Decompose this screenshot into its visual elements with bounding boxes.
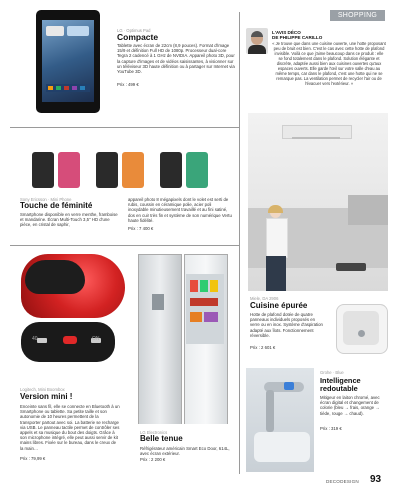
- speaker-display-left: 40: [32, 336, 38, 342]
- fridge-price: Prix : 2 200 €: [140, 457, 166, 462]
- tablet-title: Compacte: [117, 32, 159, 42]
- column-divider-vertical: [239, 12, 240, 474]
- faucet-image: [246, 368, 314, 472]
- speaker-title: Version mini !: [20, 392, 73, 401]
- expert-quote: « Je trouve que dans une cuisine ouverte, une hotte proposant peu de bruit est bien. C'est le cas avec cette hotte de plafond invisible. Voilà ce que j'aime beaucoup dans ce produit : elle se fond totalement dans le plafond. Solution élégante et discrète, adaptée aussi bien aux cuisines ouvertes qu'aux espaces ouverts. Elle garde l'œil sur votre salle d'eau au même temps, car dans le plafond, c'est une hotte qui ne se remarque pas. La ventilation permet de recycler l'air ou de l'évacuer vers l'extérieur. »: [272, 41, 386, 86]
- tablet-brand: LG · Optimus Pad: [117, 28, 151, 33]
- hood-body: Hotte de plafond dotée de quatre panneaux individuels proposés en verre ou en inox. Système d'aspiration adapté aux îlots. Fonctionnement réversible.: [250, 312, 323, 338]
- faucet-body: Mitigeur en laiton chromé, avec écran digital et changement de colorie (bleu → frais, orange → tiède, rouge → chaud).: [320, 395, 380, 416]
- footer-magazine: DECODESIGN: [326, 479, 359, 484]
- hood-price: Prix : 2 601 €: [250, 345, 276, 350]
- fridge-brand: LG Electronics: [140, 430, 168, 435]
- phone-title: Touche de féminité: [20, 201, 93, 210]
- fridge-image: [138, 254, 230, 424]
- hood-brand: Miele, DA 2906: [250, 296, 279, 301]
- phone-body-2: appareil photo 8 mégapixels dont le volet est serti de rubis, coussin en céramique polie, acier poli inoxydable minutieusement travaillé et au fini satiné, dos en cuir très fin et système de son numérique Vertu haute fidélité.: [128, 197, 232, 223]
- row-divider-1: [10, 127, 239, 128]
- kitchen-image: [248, 113, 388, 291]
- section-header-label: SHOPPING: [337, 12, 378, 19]
- fridge-title: Belle tenue: [140, 434, 183, 443]
- expert-label-1: L'AVIS DÉCO: [272, 30, 301, 35]
- hood-image: [330, 298, 392, 358]
- phone-body: Smartphone disponible en verre menthe, framboise et mandarine. Écran Multi-Touch 3,5'' HD d'une pièce, en cristal de saphir,: [20, 212, 118, 228]
- speaker-brand: Logitech, Mini Boombox: [20, 387, 65, 392]
- tablet-body: Tablette avec écran de 22cm (8,9 pouces). Format d'image 15/9 et définition Full HD de 1080p. Processeur dual-core Tegra 2 cadencé à 1 GHz de NVIDIA. Appareil photo 3D, pour la capture d'images et de vidéos saisissantes, à visionner sur un téléviseur 3D haute définition ou à partager sur Internet via YouTube 3D.: [117, 43, 235, 75]
- footer-page-number: 93: [370, 474, 382, 485]
- fridge-body: Réfrigérateur américain Smart Eco Door, 614L, avec écran extérieur.: [140, 446, 230, 457]
- speaker-image: [15, 250, 127, 366]
- phone-brand: Sony Ericsson · Mini Phone: [20, 197, 72, 202]
- tablet-image: [36, 10, 100, 113]
- speaker-display-right: ON: [92, 336, 100, 342]
- expert-label-2: DE PHILIPPE CARILLO: [272, 35, 323, 40]
- speaker-body: Enceinte sans fil, elle se connecte en Bluetooth à un Smartphone ou tablette. Sa petite taille et son autonomie de 10 heures permettent de la transporter partout avec soi. La batterie se recharge via USB. Le panneau tactile permet de contrôler ses appels et sa musique du bout des doigts. Grâce à son microphone intégré, elle peut aussi servir de kit mains libres. Fixée sur le bureau, dans le creux de la main…: [20, 404, 120, 451]
- tablet-price: Prix : 499 €: [117, 82, 139, 87]
- faucet-price: Prix : 319 €: [320, 426, 342, 431]
- hood-title: Cuisine épurée: [250, 301, 308, 310]
- phone-price: Prix : 7 400 €: [128, 226, 154, 231]
- row-divider-2: [10, 245, 239, 246]
- expert-portrait: [246, 28, 268, 54]
- speaker-price: Prix : 79,99 €: [20, 456, 46, 461]
- faucet-brand: Grohe · Blue: [320, 370, 344, 375]
- faucet-title: Intelligence redoutable: [320, 376, 361, 393]
- phones-image: [28, 150, 224, 190]
